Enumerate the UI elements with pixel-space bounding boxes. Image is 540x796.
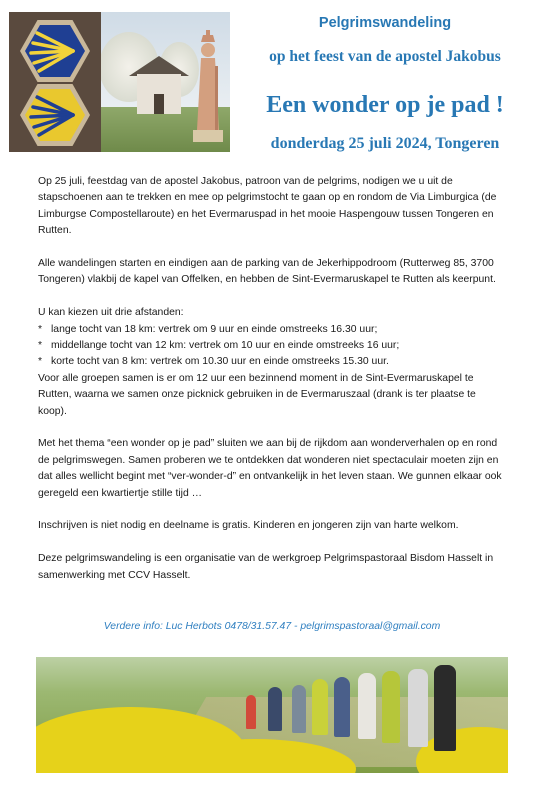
choices-intro: U kan kiezen uit drie afstanden: [38, 307, 184, 319]
walker [358, 673, 376, 739]
walker [268, 687, 282, 731]
walkers-photo [36, 657, 508, 773]
paragraph-program: Voor alle groepen samen is er om 12 uur een bezinnend moment in de Sint-Evermaruskapel te Rutten, waarna we samen onze picknick gebruiken in de Evermaruszaal (drank is ter plaatse te koop). [38, 372, 476, 417]
paragraph-start-location: Alle wandelingen starten en eindigen aan de parking van de Jekerhippodroom (Rutterweg 85, 3700 Tongeren) vlakbij de kapel van Offelken, en hebben de Sint-Evermaruskapel te Rutten als keerpunt. [38, 258, 496, 286]
event-subtitle: op het feest van de apostel Jakobus [269, 48, 501, 65]
scallop-signs-panel [9, 12, 101, 152]
event-title: Een wonder op je pad ! [266, 92, 504, 118]
scallop-shell-icon [25, 89, 85, 141]
list-item: * korte tocht van 8 km: vertrek om 10.30 uur en einde omstreeks 15.30 uur. [38, 354, 506, 370]
contact-info: Verdere info: Luc Herbots 0478/31.57.47 - pelgrimspastoraal@gmail.com [103, 621, 441, 632]
scallop-shell-icon [25, 25, 85, 77]
chapel-roof [129, 56, 189, 76]
header-photo-collage [9, 12, 230, 152]
walker [334, 677, 350, 737]
walker [408, 669, 428, 747]
walker [434, 665, 456, 751]
saint-statue [193, 30, 223, 142]
walker [246, 695, 256, 729]
event-type-heading: Pelgrimswandeling [318, 15, 452, 31]
walker [382, 671, 400, 743]
body-text [38, 174, 506, 600]
list-item: * middellange tocht van 12 km: vertrek om 10 uur en einde omstreeks 16 uur; [38, 338, 506, 354]
scallop-sign-blue-icon [20, 20, 90, 82]
chapel-door [154, 94, 164, 114]
scallop-sign-yellow-icon [20, 84, 90, 146]
paragraph-organisation: Deze pelgrimswandeling is een organisatie van de werkgroep Pelgrimspastoraal Bisdom Hasselt in samenwerking met CCV Hasselt. [38, 553, 494, 581]
walker [292, 685, 306, 733]
paragraph-intro: Op 25 juli, feestdag van de apostel Jakobus, patroon van de pelgrims, nodigen we u uit de stapschoenen aan te trekken en mee op pelgrimstocht te gaan op en rondom de Via Limburgica (de Limburgse Compostellaroute) en het Evermaruspad in het mooie Haspengouw tussen Tongeren en Rutten. [38, 176, 497, 237]
walker [312, 679, 328, 735]
distance-list [38, 322, 506, 371]
event-date: donderdag 25 juli 2024, Tongeren [270, 135, 500, 152]
list-item: * lange tocht van 18 km: vertrek om 9 uur en einde omstreeks 16.30 uur; [38, 322, 506, 338]
paragraph-theme: Met het thema “een wonder op je pad” sluiten we aan bij de rijkdom aan wonderverhalen op en rond de pelgrimswegen. Samen proberen we te ontdekken dat wonderen niet spectaculair moeten zijn en dat alles wellicht begint met “ver-wonder-d” en ontvankelijk in het leven staan. We gunnen elkaar ook geregeld een kwartiertje stille tijd … [38, 438, 502, 499]
paragraph-registration: Inschrijven is niet nodig en deelname is gratis. Kinderen en jongeren zijn van harte welkom. [38, 520, 459, 532]
